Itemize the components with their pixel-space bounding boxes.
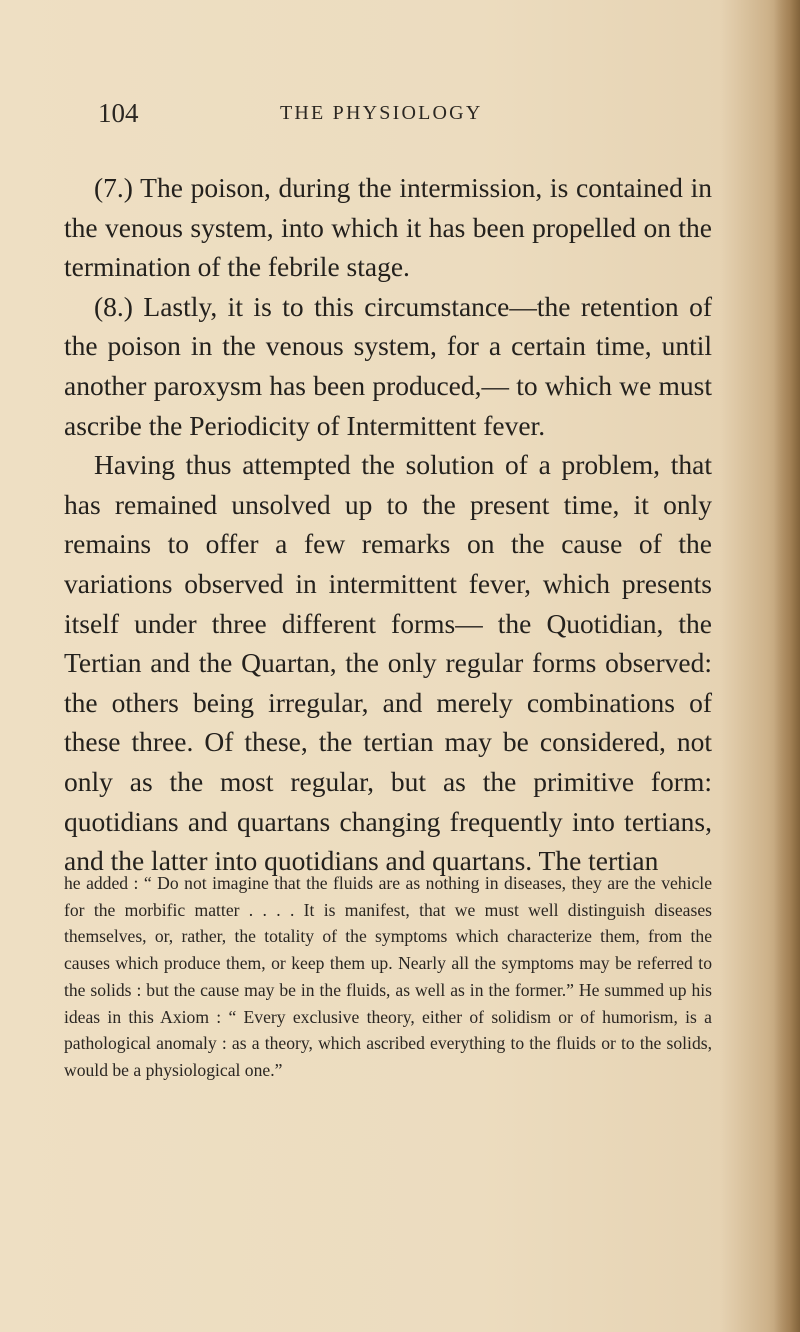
- main-text: [64, 168, 712, 881]
- paragraph-having-thus: Having thus attempted the solution of a problem, that has remained unsolved up to the present time, it only remains to offer a few remarks on the cause of the variations observed in intermittent fever, which presents itself under three different forms— the Quotidian, the Tertian and the Quartan, the only regular forms observed: the others being irregular, and merely combinations of these three. Of these, the tertian may be considered, not only as the most regular, but as the primitive form: quotidians and quartans changing frequently into tertians, and the latter into quotidians and quartans. The tertian: [64, 449, 712, 877]
- page-edge-shadow: [774, 0, 800, 1332]
- paragraph-8: (8.) Lastly, it is to this circumstance—the retention of the poison in the venous system, for a certain time, until another paroxysm has been produced,— to which we must ascribe the Periodicity of Intermittent fever.: [64, 290, 712, 441]
- footnote: [64, 870, 712, 1084]
- running-head: THE PHYSIOLOGY: [280, 102, 483, 124]
- footnote-text: he added : “ Do not imagine that the fluids are as nothing in diseases, they are the vehicle for the morbific matter . . . . It is manifest, that we must well distinguish diseases themselves, or, rather, the totality of the symptoms which characterize them, from the causes which produce them, or keep them up. Nearly all the symptoms may be referred to the solids : but the cause may be in the fluids, as well as in the former.” He summed up his ideas in this Axiom : “ Every exclusive theory, either of solidism or of humorism, is a pathological anomaly : as a theory, which ascribed everything to the fluids or to the solids, would be a physiological one.”: [64, 873, 712, 1080]
- page-number: 104: [98, 98, 139, 128]
- page-header: [0, 98, 800, 138]
- paragraph-7: (7.) The poison, during the intermission, is contained in the venous system, into which it has been propelled on the termination of the febrile stage.: [64, 172, 712, 283]
